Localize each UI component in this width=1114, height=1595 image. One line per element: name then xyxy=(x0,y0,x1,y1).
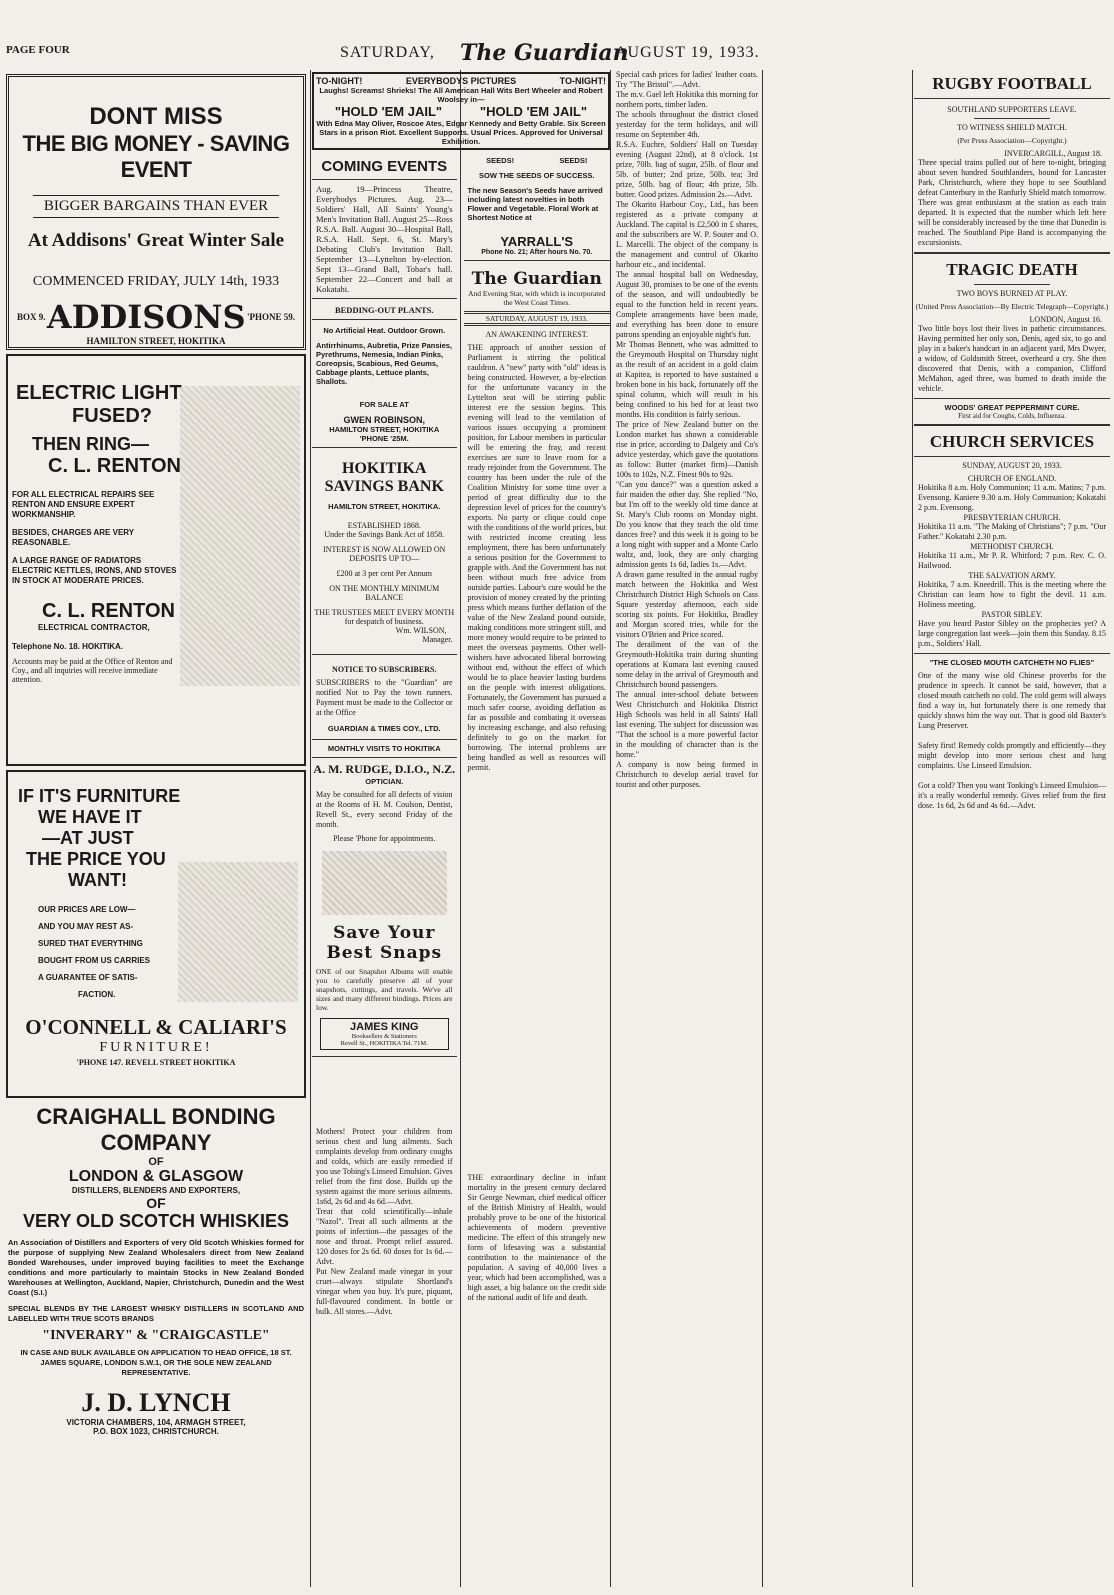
subheading: THE SALVATION ARMY. xyxy=(968,571,1056,580)
ad-phone: 'PHONE 59. xyxy=(246,312,295,322)
column-rule xyxy=(912,70,913,1587)
ad-headline: WOODS' GREAT PEPPERMINT CURE. xyxy=(944,403,1080,412)
ad-brand: FURNITURE! xyxy=(99,1040,213,1055)
ad-text: Accounts may be paid at the Office of Renton and Coy., and all inquiries will receive immediate attention. xyxy=(12,657,173,684)
ad-brand: JAMES KING xyxy=(350,1021,419,1033)
ad-brand: YARRALL'S xyxy=(500,234,574,249)
ad-brand: J. D. LYNCH xyxy=(81,1388,231,1417)
column-1 xyxy=(4,70,308,1587)
news-paragraph: The price of New Zealand butter on the London market has shown a considerable rise in price, according to Dalgety and Co's advice yesterday, which gave the quotations as follow: Butter (market firm)—Danish 100s to 102s, N.Z. Finest 90s to 92s. xyxy=(616,420,758,479)
church-notice: Have you heard Pastor Sibley on the prophecies yet? A large congregation last week—join them this Sunday. 8.15 p.m., Soldiers' Hall. xyxy=(918,619,1106,648)
ad-text: ON THE MONTHLY MINIMUM BALANCE xyxy=(329,584,440,602)
dateline: INVERCARGILL, August 18. xyxy=(1004,149,1102,158)
editorial-text: THE approach of another session of Parliament is stirring the political cauldron. A "new" party with "old" ideas is being constructed. However, a by-election for the unfortunate vacancy in the Lyttelton seat will be stirring public interest ere the session begins. This evening will lead to the ventilation of various issues occupying a prominent position, for Labour members in particular will be entering the fray, and recent exercises are sure to leave room for a ready rejoinder from the Government. The country has been under the rule of the Coalition Ministry for some time over a period of great difficulty due to the depression level of prices for the country's exports. No party or clique could cope with the conditions of the world prices, but with restricted income creating less employment, there has been unfortunately a serious position for the Government to grapple with. And the Government has not been without much free advice from outside parties. Labour's cure would be the provision of money created by the printing press which means further deflation of the value of the New Zealand pound outside, making conditions more stringent still, and more money would require to be printed to meet the overseas payments. Other well-wishers have advocated liberal borrowing without end, without the effect of which would be to place heavier lasting burdens on the people with interest obligations. Fortunately, the Government has pursued a much safer course, avoiding deflation as far as possible and combating it overseas by increasing exchange, and also refusing definitely to go on the market for borrowing. The internal problems are being handled as well as resources will permit. xyxy=(467,343,606,772)
news-paragraph: The schools throughout the district closed yesterday for the term holidays, and will resume on September 4th. xyxy=(616,110,758,139)
subheading: PASTOR SIBLEY. xyxy=(981,610,1043,619)
ad-text: FOR SALE AT xyxy=(359,400,409,409)
notice-text: SUBSCRIBERS to the "Guardian" are notified Not to Pay the town runners. Payment must be made to the Collector or at the Office xyxy=(316,678,453,717)
ad-text: At Addisons' Great Winter Sale xyxy=(27,230,285,251)
ad-headline: COMPANY xyxy=(100,1130,212,1155)
ad-phone: Telephone No. 18. HOKITIKA. xyxy=(12,642,123,651)
news-paragraph: R.S.A. Euchre, Soldiers' Hall on Tuesday evening (August 22nd), at 8 o'clock. 1st prize, 70lb. bag of sugar, 25lb. of flour and 5lb. of butter; 2nd prize, 50lb. tea; 3rd prize, 50lb. bag of flour; 4th prize, 5lb. butter. Good prizes. Admission 2s.—Advt. xyxy=(616,140,758,199)
ad-headline: FUSED? xyxy=(72,405,152,427)
section-heading: TRAGIC DEATH xyxy=(946,260,1078,279)
ad-text: £200 at 3 per cent Per Annum xyxy=(336,569,433,578)
ad-brand: "INVERARY" & "CRAIGCASTLE" xyxy=(42,1328,270,1343)
ad-brand: O'CONNELL & CALIARI'S xyxy=(25,1015,287,1039)
section-heading: RUGBY FOOTBALL xyxy=(932,74,1092,93)
church-notice: Hokitika 11 a.m. "The Making of Christians"; 7 p.m. "Our Father." Kokatahi 2.30 p.m. xyxy=(918,522,1106,541)
column-5 xyxy=(914,70,1110,1587)
ad-text: SEEDS! xyxy=(559,156,588,165)
ad-text: Manager. xyxy=(422,635,453,644)
editorial-text: THE extraordinary decline in infant mortality in the present century declared Sir George Newman, chief medical officer of the British Ministry of Health, would probably prove to be one of the historical achievements of modern preventive medicine. The effect of this strangely new form of lifesaving was a substantial contribution to the maintenance of the population. A saving of 40,000 lives a year, which had been accomplished, was a high asset, a big balance on the credit side of the national audit of life and death. xyxy=(467,1173,606,1302)
james-king-box xyxy=(320,1018,449,1050)
ad-headline: THE BIG MONEY - SAVING EVENT xyxy=(22,131,290,182)
ad-text: OF xyxy=(146,1195,166,1211)
ad-text: Under the Savings Bank Act of 1858. xyxy=(324,530,445,539)
ad-text: Antirrhinums, Aubretia, Prize Pansies, Pyrethrums, Nemesia, Indian Pinks, Coreopsis, Scabious, Red Geums, Cabbage plants, Lettuce plants, Shallots. xyxy=(316,341,453,386)
ad-text: BOUGHT FROM US CARRIES xyxy=(38,956,150,965)
column-3 xyxy=(461,152,610,1317)
masthead-day: SATURDAY, xyxy=(340,44,435,61)
ad-text: IN CASE AND BULK AVAILABLE ON APPLICATION TO HEAD OFFICE, 18 ST. JAMES SQUARE, LONDON S.W.1, OR THE SOLE NEW ZEALAND REPRESENTATIVE. xyxy=(20,1348,292,1377)
column-2 xyxy=(312,70,610,1587)
ad-text: Please 'Phone for appointments. xyxy=(333,834,436,843)
masthead-date: AUGUST 19, 1933. xyxy=(615,44,760,61)
ad-headline: WE HAVE IT xyxy=(38,807,142,827)
section-heading: CHURCH SERVICES xyxy=(929,432,1095,451)
news-paragraph: The m.v. Gael left Hokitika this morning for northern ports, timber laden. xyxy=(616,90,758,109)
ad-text: SURED THAT EVERYTHING xyxy=(38,939,143,948)
ad-headline: THEN RING— xyxy=(32,434,149,454)
ad-headline: —AT JUST xyxy=(42,828,134,848)
ad-phone: 'PHONE '25M. xyxy=(359,434,409,443)
ad-address: 'PHONE 147. REVELL STREET HOKITIKA xyxy=(76,1058,236,1067)
dateline: LONDON, August 16. xyxy=(1029,315,1102,324)
subheading: TO WITNESS SHIELD MATCH. xyxy=(957,123,1067,132)
film-title: "HOLD 'EM JAIL" xyxy=(334,104,443,119)
ad-headline: CRAIGHALL BONDING xyxy=(36,1104,276,1129)
ad-headline: "THE CLOSED MOUTH CATCHETH NO FLIES" xyxy=(929,658,1095,667)
ad-text: A GUARANTEE OF SATIS- xyxy=(38,973,138,982)
ad-address: HAMILTON STREET, HOKITIKA. xyxy=(328,502,441,511)
ad-text: BESIDES, CHARGES ARE VERY REASONABLE. xyxy=(12,528,134,547)
byline: (United Press Association—By Electric Telegraph—Copyright.) xyxy=(915,302,1109,311)
ad-text: SEEDS! xyxy=(486,156,515,165)
ad-text: AND YOU MAY REST AS- xyxy=(38,922,134,931)
ad-headline: THE PRICE YOU xyxy=(26,849,166,869)
ad-headline: EVERYBODYS PICTURES xyxy=(405,76,517,86)
craighall-advert xyxy=(6,1102,306,1518)
ad-box: BOX 9. xyxy=(17,312,46,322)
ad-headline: Save Your Best Snaps xyxy=(326,923,443,963)
ad-address: P.O. BOX 1023, CHRISTCHURCH. xyxy=(93,1427,219,1436)
ad-text: With Edna May Oliver, Roscoe Ates, Edgar Kennedy and Betty Grable. Six Screen Stars in a prison Riot. Excellent Supports. Usual Prices. Approved for Universal Exhibition. xyxy=(316,119,606,146)
ad-headline: SOW THE SEEDS OF SUCCESS. xyxy=(479,171,595,180)
ad-text: One of the many wise old Chinese proverbs for the prudence in speech. It cannot be said, however, that a closed mouth catcheth no cold. The cold germ will always find a way in, but fortunately there is one remedy that quickly shows him the way out. That is good old Baxter's Lung Preserver. xyxy=(918,671,1106,730)
column-rule xyxy=(310,70,311,1587)
ad-text: Wm. WILSON, xyxy=(395,626,447,635)
news-paragraph: The derailment of the van of the Greymouth-Hokitika train during shunting operations at Kumara last evening caused some delay in the arrival of Greymouth and Christchurch bound passengers. xyxy=(616,640,758,689)
editorial-heading: AN AWAKENING INTEREST. xyxy=(485,330,589,339)
section-heading: BEDDING-OUT PLANTS. xyxy=(334,305,434,315)
subheading: TWO BOYS BURNED AT PLAY. xyxy=(956,289,1068,298)
ad-headline: VERY OLD SCOTCH WHISKIES xyxy=(22,1211,290,1231)
subheading: CHURCH OF ENGLAND. xyxy=(967,474,1057,483)
column-rule xyxy=(610,70,611,1587)
news-paragraph: A company is now being formed in Christchurch to develop aerial travel for tourist and other purposes. xyxy=(616,760,758,789)
ad-headline: ELECTRIC LIGHT xyxy=(16,382,182,404)
ad-text: OPTICIAN. xyxy=(365,777,404,786)
news-paragraph: "Can you dance?" was a question asked a fair maiden the other day. She replied "No, but I'm off to the weekly old time dance at St. Mary's Club rooms on Monday night. Do you know that they teach the old time dances free? and this week it is going to be a long night with supper and a Monte Carlo waltz, and, look, they are only charging admission gents 1s 6d, ladies 1s.—Advt. xyxy=(616,480,758,569)
ad-text: OF xyxy=(148,1156,164,1168)
news-paragraph: The annual inter-school debate between West Christchurch and Hokitika District High Schools was held in all Saints' Hall last evening. The subject for discussion was "That the school is a more powerful factor in the moulding of character than is the home." xyxy=(616,690,758,759)
news-paragraph: The annual hospital ball on Wednesday, August 30, promises to be one of the events of the season, and will undoubtedly be equal to the function held in recent years. Complete arrangements have been made, and everything has been done to ensure patrons spending an enjoyable night's fun. xyxy=(616,270,758,339)
page-number: PAGE FOUR xyxy=(6,44,70,56)
ad-address: HAMILTON STREET, HOKITIKA xyxy=(329,425,440,434)
ad-text: The new Season's Seeds have arrived including latest novelties in both Flower and Vegetable. Floral Work at Shortest Notice at xyxy=(467,186,603,222)
ad-text: TO-NIGHT! xyxy=(559,76,606,86)
church-notice: Hokitika 8 a.m. Holy Communion; 11 a.m. Matins; 7 p.m. Evensong. Kaniere 9.30 a.m. Holy Communion; Kokatahi 2 p.m. Evensong. xyxy=(918,483,1106,512)
church-notice: Hokitika, 7 a.m. Kneedrill. This is the meeting where the Christian can learn how to fight the devil. 11 a.m. Holiness meeting. xyxy=(918,580,1106,609)
news-paragraph: The Okarito Harbour Coy., Ltd., has been registered as a private company at Auckland. The capital is £2,500 in £ shares, and the subscribers are W. P. Souter and O. L. Marcelli. The object of the company is the management and control of Okarito harbour etc., and incidental. xyxy=(616,200,758,269)
ad-text: COMMENCED FRIDAY, JULY 14th, 1933 xyxy=(32,274,280,289)
ad-text: No Artificial Heat. Outdoor Grown. xyxy=(323,326,446,335)
ad-text: Laughs! Screams! Shrieks! The All American Hall Wits Bert Wheeler and Robert Woolsey in— xyxy=(319,86,603,104)
ad-text: Booksellers & Stationers xyxy=(351,1033,417,1040)
ad-brand: SAVINGS BANK xyxy=(324,478,444,495)
pictures-advert xyxy=(312,72,610,150)
paper-subtitle: And Evening Star, with which is incorporated the West Coast Times. xyxy=(468,289,606,307)
advert-note: Safety first! Remedy colds promptly and efficiently—they might develop into more serious chest and lung complaints. Use Linseed Emulsion. xyxy=(918,741,1106,770)
section-heading: NOTICE TO SUBSCRIBERS. xyxy=(332,665,437,674)
ad-headline: LONDON & GLASGOW xyxy=(68,1168,244,1185)
book-illustration xyxy=(322,851,447,915)
news-paragraph: Special cash prices for ladies' leather coats. Try "The Bristol".—Advt. xyxy=(616,70,758,89)
section-heading: COMING EVENTS xyxy=(312,158,457,180)
ad-brand: A. M. RUDGE, D.I.O., N.Z. xyxy=(313,762,456,776)
subheading: METHODIST CHURCH. xyxy=(970,542,1054,551)
ad-text: INTEREST IS NOW ALLOWED ON DEPOSITS UP TO— xyxy=(323,545,446,563)
ad-headline: WANT! xyxy=(68,870,127,890)
ad-brand: GWEN ROBINSON, xyxy=(343,415,426,425)
ad-brand: C. L. RENTON xyxy=(42,600,175,622)
advert-note: Mothers! Protect your children from serious chest and lung ailments. Such complaints develop from ordinary coughs and colds, which are easily remedied if you use Tobing's Linseed Emulsion. Gives relief from the first dose. Builds up the system against the more serious ailments. 1s6d, 2s 6d and 4s 6d.—Advt. xyxy=(316,1127,453,1206)
news-paragraph: Three special trains pulled out of here to-night, bringing about seven hundred Southlanders, bound for Lancaster Park, Christchurch, where they hope to see Southland defeat Canterbury in the Ranfurly Shield match tomorrow. There was great enthusiasm at the station as each train departed. It is expected that the number which left here will be considerably increased by the time that Dunedin is reached. The Southland Pipe Band is accompanying the excursionists. xyxy=(918,158,1106,247)
ad-address: Revell St., HOKITIKA Tel. 71M. xyxy=(340,1040,428,1047)
ad-text: May be consulted for all defects of vision at the Rooms of H. M. Coulson, Dentist, Revell St., every second Friday of the month. xyxy=(316,790,453,829)
news-paragraph: Mr Thomas Bennett, who was admitted to the Greymouth Hospital on Thursday night as the result of an accident in a gold claim at Kapitea, is reported to have sustained a broken bone in his back, fortunately off the spinal column, which will result in his being confined to his bed for at least two months. His condition is fairly serious. xyxy=(616,340,758,419)
masthead xyxy=(0,40,1114,66)
ad-headline: DONT MISS xyxy=(89,103,223,130)
ad-headline: IF IT'S FURNITURE xyxy=(18,786,181,806)
ad-subheadline: BIGGER BARGAINS THAN EVER xyxy=(33,195,279,218)
ad-phone: Phone No. 21; After hours No. 70. xyxy=(481,249,593,256)
column-rule xyxy=(762,70,763,1587)
dateline: SUNDAY, AUGUST 20, 1933. xyxy=(962,461,1062,470)
byline: (Per Press Association—Copyright.) xyxy=(957,136,1067,145)
ad-text: SPECIAL BLENDS BY THE LARGEST WHISKY DISTILLERS IN SCOTLAND AND LABELLED WITH TRUE SCOTS BRANDS xyxy=(8,1304,304,1323)
ad-text: ESTABLISHED 1868. xyxy=(347,521,421,530)
ad-text: ONE of our Snapshot Albums will enable you to carefully preserve all of your snapshots, cuttings, and travels. We've all sizes and many different bindings. Prices are low. xyxy=(316,967,453,1012)
news-paragraph: A drawn game resulted in the annual rugby match between the Hokitika and West Christchurch District High Schools on Cass Square yesterday afternoon, each side scoring six points. For Hokitika, Bradley and Morgan scored tries, while for the visitors O'Brien and Price scored. xyxy=(616,570,758,639)
ad-text: ELECTRICAL CONTRACTOR, xyxy=(38,623,150,632)
subheading: PRESBYTERIAN CHURCH. xyxy=(963,513,1061,522)
ad-brand: GUARDIAN & TIMES COY., LTD. xyxy=(327,724,441,733)
ad-text: TO-NIGHT! xyxy=(316,76,363,86)
ad-brand: C. L. RENTON xyxy=(48,455,181,477)
news-paragraph: Two little boys lost their lives in pathetic circumstances. Having permitted her only son, Denis, aged six, to go and play in a baker's handcart in an adjacent yard, Mrs Dwyer, a widow, of Goldsmith Street, overheard a cry. She then discovered that Denis, with a companion, Clifford McMahon, aged three, was burned to death inside the vehicle. xyxy=(918,324,1106,393)
subheading: SOUTHLAND SUPPORTERS LEAVE. xyxy=(947,105,1077,114)
church-notice: Hokitika 11 a.m., Mr P. R. Whitford; 7 p.m. Rev. C. O. Hailwood. xyxy=(918,551,1106,570)
events-list: Aug. 19—Princess Theatre, Everybodys Pictures. Aug. 23—Soldiers' Hall, All Saints' Young's Men's Invitation Ball. August 25—Ross R.S.A. Ball. August 30—Hospital Ball, R.S.A. Hall. Sept. 6, St. Mary's Debating Club's Invitation Ball. September 13—Lyttelton by-election. Sept 13—Grand Ball, Tobar's hall. September 22—Concert and ball at Kokatahi. xyxy=(316,184,453,294)
ad-text: First aid for Coughs, Colds, Influenza. xyxy=(958,412,1066,420)
advert-note: Got a cold? Then you want Tonking's Linseed Emulsion—it's a really wonderful remedy. Gives relief from the first dose. 1s 6d, 2s 6d and 4s 6d.—Advt. xyxy=(918,781,1106,810)
paper-date: SATURDAY, AUGUST 19, 1933. xyxy=(464,311,610,326)
addisons-advert xyxy=(6,74,306,350)
column-4 xyxy=(612,70,762,1587)
ad-text: FOR ALL ELECTRICAL REPAIRS SEE RENTON AND ENSURE EXPERT WORKMANSHIP. xyxy=(12,490,155,519)
ad-brand: HOKITIKA xyxy=(342,460,427,477)
furniture-advert xyxy=(6,770,306,1098)
renton-advert xyxy=(6,354,306,766)
ad-text: A LARGE RANGE OF RADIATORS ELECTRIC KETTLES, IRONS, AND STOVES IN STOCK AT MODERATE PRICES. xyxy=(12,556,177,585)
ad-text: DISTILLERS, BLENDERS AND EXPORTERS, xyxy=(71,1186,241,1195)
section-heading: MONTHLY VISITS TO HOKITIKA xyxy=(327,744,441,753)
ad-brand: ADDISONS xyxy=(46,298,246,336)
ad-text: THE TRUSTEES MEET EVERY MONTH for despatch of business. xyxy=(314,608,455,626)
ad-text: OUR PRICES ARE LOW— xyxy=(38,905,136,914)
column-2a xyxy=(312,152,461,1317)
ad-text: An Association of Distillers and Exporters of very Old Scotch Whiskies formed for the purpose of supplying New Zealand Wholesalers direct from New Zealand Bonded Warehouses, under improved buying facilities to meet the Exchange conditions and more particularly to maintain Stocks in New Zealand Bonded Warehouses at Wellington, Auckland, Napier, Christchurch, Dunedin and the West Coast (S.I.) xyxy=(8,1238,304,1297)
ad-text: FACTION. xyxy=(78,990,116,999)
masthead-title: The Guardian xyxy=(460,40,629,66)
ad-address: HAMILTON STREET, HOKITIKA xyxy=(86,336,226,346)
film-title: "HOLD 'EM JAIL" xyxy=(479,104,588,119)
ad-address: VICTORIA CHAMBERS, 104, ARMAGH STREET, xyxy=(66,1418,246,1427)
paper-title: The Guardian xyxy=(471,269,602,289)
advert-note: Treat that cold scientifically—inhale "Nazol". Treat all such ailments at the points of infection—the passages of the nose and throat. Prompt relief assured. 120 doses for 2s 6d. 60 doses for 1s 6d.—Advt. xyxy=(316,1207,453,1266)
advert-note: Put New Zealand made vinegar in your cruet—always stipulate Shortland's vinegar when you buy. It's pure, piquant, full-flavoured condiment. In bottle or bulk. All stores.—Advt. xyxy=(316,1267,453,1316)
